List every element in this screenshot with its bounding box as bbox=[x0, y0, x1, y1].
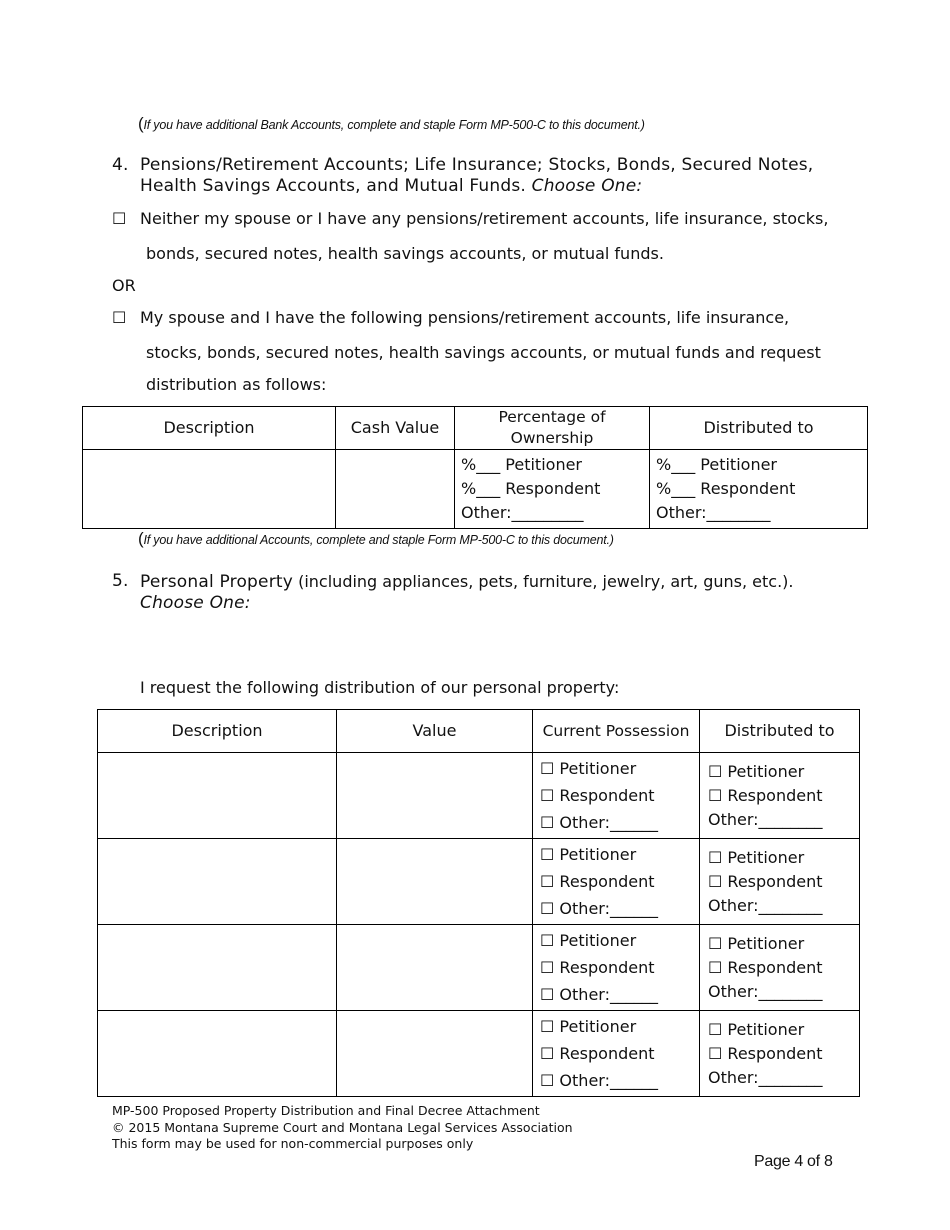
distributed-cell[interactable] bbox=[700, 925, 860, 1011]
possession-option[interactable]: ☐ Other:______ bbox=[540, 899, 658, 918]
distributed-option[interactable]: ☐ Respondent bbox=[708, 1043, 823, 1063]
section-4-number: 4. bbox=[112, 155, 129, 175]
distributed-cell[interactable] bbox=[700, 839, 860, 925]
col-description: Description bbox=[83, 407, 336, 450]
personal-property-request: I request the following distribution of our personal property: bbox=[140, 678, 620, 697]
possession-option[interactable]: ☐ Other:______ bbox=[540, 985, 658, 1004]
page-number: Page 4 of 8 bbox=[754, 1153, 833, 1170]
or-label: OR bbox=[112, 276, 136, 295]
possession-option[interactable]: ☐ Other:______ bbox=[540, 1071, 658, 1090]
option-have-line1: My spouse and I have the following pensions/retirement accounts, life insurance, bbox=[140, 308, 790, 327]
possession-option[interactable]: ☐ Petitioner bbox=[540, 759, 637, 778]
distributed-option[interactable]: ☐ Petitioner bbox=[708, 847, 805, 867]
distributed-option[interactable]: ☐ Petitioner bbox=[708, 761, 805, 781]
col-percentage-ownership: Percentage of Ownership bbox=[455, 407, 650, 450]
description-cell[interactable] bbox=[98, 925, 337, 1011]
option-none-checkbox[interactable]: ☐ bbox=[112, 209, 127, 228]
col-cash-value: Cash Value bbox=[336, 407, 455, 450]
section-5-heading: Personal Property (including appliances, pets, furniture, jewelry, art, guns, etc.). Choose One: bbox=[140, 571, 860, 614]
distributed-option[interactable]: ☐ Respondent bbox=[708, 785, 823, 805]
value-cell[interactable] bbox=[337, 753, 533, 839]
distributed-option[interactable]: ☐ Petitioner bbox=[708, 933, 805, 953]
table-row bbox=[98, 1011, 860, 1097]
col-value: Value bbox=[337, 710, 533, 753]
col-distributed-to: Distributed to bbox=[700, 710, 860, 753]
distributed-option[interactable]: ☐ Respondent bbox=[708, 871, 823, 891]
distributed-option[interactable]: ☐ Respondent bbox=[708, 957, 823, 977]
accounts-note: (If you have additional Accounts, complete and staple Form MP-500-C to this document.) bbox=[138, 529, 614, 548]
description-cell[interactable] bbox=[98, 753, 337, 839]
possession-option[interactable]: ☐ Respondent bbox=[540, 786, 655, 805]
possession-option[interactable]: ☐ Petitioner bbox=[540, 845, 637, 864]
possession-option[interactable]: ☐ Respondent bbox=[540, 958, 655, 977]
possession-option[interactable]: ☐ Other:______ bbox=[540, 813, 658, 832]
possession-option[interactable]: ☐ Petitioner bbox=[540, 931, 637, 950]
option-have-checkbox[interactable]: ☐ bbox=[112, 308, 127, 327]
distributed-cell[interactable] bbox=[700, 1011, 860, 1097]
value-cell[interactable] bbox=[337, 1011, 533, 1097]
possession-option[interactable]: ☐ Respondent bbox=[540, 872, 655, 891]
possession-option[interactable]: ☐ Petitioner bbox=[540, 1017, 637, 1036]
section-5-number: 5. bbox=[112, 571, 129, 591]
table-row bbox=[98, 925, 860, 1011]
option-have-line3: distribution as follows: bbox=[146, 375, 327, 394]
col-current-possession: Current Possession bbox=[533, 710, 700, 753]
choose-one-label-5: Choose One: bbox=[140, 593, 251, 613]
possession-cell[interactable] bbox=[533, 1011, 700, 1097]
cash-value-cell[interactable] bbox=[336, 450, 455, 529]
distributed-option[interactable]: ☐ Petitioner bbox=[708, 1019, 805, 1039]
possession-cell[interactable] bbox=[533, 839, 700, 925]
distributed-cell[interactable]: %___ Petitioner %___ Respondent Other:________ bbox=[650, 450, 868, 529]
possession-option[interactable]: ☐ Respondent bbox=[540, 1044, 655, 1063]
possession-cell[interactable] bbox=[533, 753, 700, 839]
description-cell[interactable] bbox=[98, 839, 337, 925]
col-description: Description bbox=[98, 710, 337, 753]
value-cell[interactable] bbox=[337, 839, 533, 925]
accounts-table bbox=[82, 406, 868, 529]
option-none-line2: bonds, secured notes, health savings accounts, or mutual funds. bbox=[146, 244, 664, 263]
distributed-cell[interactable] bbox=[700, 753, 860, 839]
description-cell[interactable] bbox=[83, 450, 336, 529]
option-none-line1: Neither my spouse or I have any pensions/retirement accounts, life insurance, stocks, bbox=[140, 209, 829, 228]
option-have-line2: stocks, bonds, secured notes, health savings accounts, or mutual funds and request bbox=[146, 343, 821, 362]
form-footer: MP-500 Proposed Property Distribution and Final Decree Attachment © 2015 Montana Supreme Court and Montana Legal Services Association This form may be used for non-commercial purposes only bbox=[112, 1103, 573, 1151]
distributed-option[interactable]: Other:________ bbox=[708, 1067, 823, 1087]
possession-cell[interactable] bbox=[533, 925, 700, 1011]
distributed-option[interactable]: Other:________ bbox=[708, 981, 823, 1001]
distributed-option[interactable]: Other:________ bbox=[708, 895, 823, 915]
ownership-cell[interactable]: %___ Petitioner %___ Respondent Other:_________ bbox=[455, 450, 650, 529]
table-row bbox=[98, 753, 860, 839]
section-4-heading: Pensions/Retirement Accounts; Life Insurance; Stocks, Bonds, Secured Notes, Health Savings Accounts, and Mutual Funds. Choose One: bbox=[140, 155, 814, 196]
personal-property-table bbox=[97, 709, 860, 1097]
table-row bbox=[83, 450, 868, 529]
col-distributed-to: Distributed to bbox=[650, 407, 868, 450]
distributed-option[interactable]: Other:________ bbox=[708, 809, 823, 829]
description-cell[interactable] bbox=[98, 1011, 337, 1097]
table-row bbox=[98, 839, 860, 925]
value-cell[interactable] bbox=[337, 925, 533, 1011]
bank-accounts-note: (If you have additional Bank Accounts, complete and staple Form MP-500-C to this document.) bbox=[138, 114, 645, 133]
choose-one-label: Choose One: bbox=[531, 176, 643, 196]
